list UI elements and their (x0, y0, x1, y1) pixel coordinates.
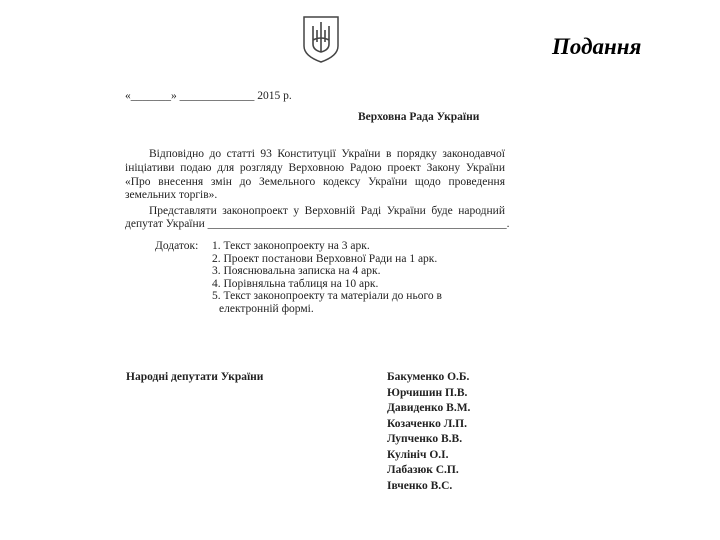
paragraph1-line: земельних торгів». (125, 189, 218, 201)
attachment-item: 5. Текст законопроекту та матеріали до нього в (212, 290, 442, 302)
paragraph1-line: Відповідно до статті 93 Конституції України в порядку законодавчої (149, 148, 505, 160)
attachment-item: 4. Порівняльна таблиця на 10 арк. (212, 277, 379, 290)
attachment-item: 1. Текст законопроекту на 3 арк. (212, 240, 370, 252)
signatories-label: Народні депутати України (126, 371, 264, 383)
signatory: Бакуменко О.Б. (387, 371, 470, 383)
paragraph1-line: «Про внесення змін до Земельного кодексу України щодо проведення (125, 176, 505, 188)
attachment-item: електронній формі. (219, 302, 314, 315)
signatory: Кулініч О.І. (387, 448, 449, 461)
paragraph2-line: депутат України ____________________________________________________. (125, 218, 510, 230)
attachment-label: Додаток: (155, 240, 199, 252)
signatory: Юрчишин П.В. (387, 386, 468, 399)
addressee: Верховна Рада України (358, 111, 480, 123)
attachment-item: 2. Проект постанови Верховної Ради на 1 арк. (212, 252, 438, 265)
coat-of-arms-icon (301, 14, 341, 64)
date-line: «_______» _____________ 2015 р. (125, 90, 292, 102)
slide-title: Подання (552, 34, 642, 59)
signatory: Лупченко В.В. (387, 433, 463, 445)
paragraph1-line: ініціативи подаю для розгляду Верховною Радою проект Закону України (125, 162, 505, 174)
signatory: Давиденко В.М. (387, 402, 471, 414)
signatory: Лабазюк С.П. (387, 464, 459, 476)
signatory: Козаченко Л.П. (387, 417, 468, 430)
attachment-item: 3. Пояснювальна записка на 4 арк. (212, 265, 381, 277)
paragraph2-line: Представляти законопроект у Верховній Раді України буде народний (149, 205, 505, 217)
signatory: Івченко В.С. (387, 479, 453, 492)
